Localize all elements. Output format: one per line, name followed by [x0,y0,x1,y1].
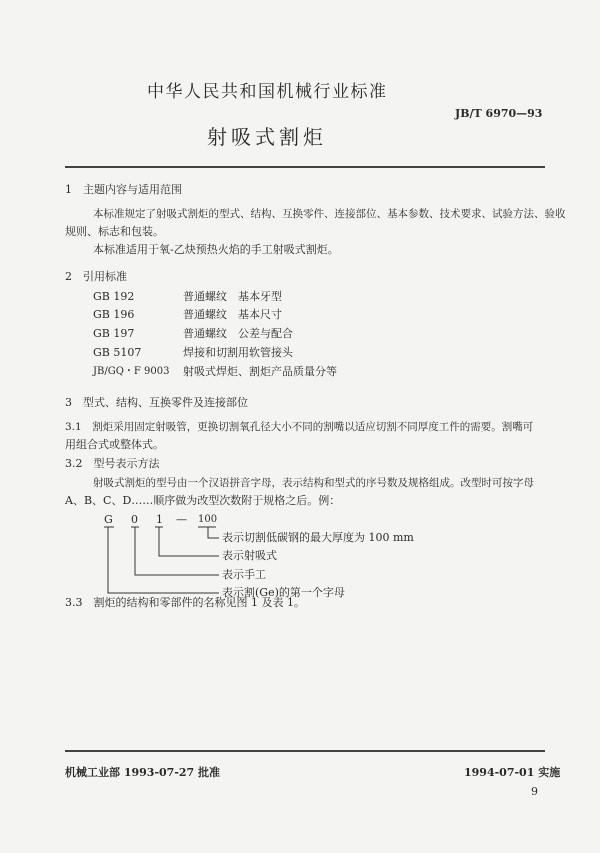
ref-code: GB 5107 [93,346,142,359]
model-label-letter: 表示割(Ge)的第一个字母 [222,586,345,599]
ref-code: JB/GQ・F 9003 [93,366,170,377]
ref-title: 焊接和切割用软管接头 [183,346,293,359]
section1-para1-line2: 规则、标志和包装。 [65,225,164,238]
section33: 3.3 割炬的结构和零部件的名称见图 1 及表 1。 [65,596,305,609]
ref-code: GB 192 [93,290,135,303]
model-label-spec: 表示切割低碳钢的最大厚度为 100 mm [222,531,414,544]
section31-line2: 用组合式或整体式。 [65,438,164,451]
ref-title: 普通螺纹 公差与配合 [183,327,293,340]
page-number: 9 [531,785,538,798]
ref-title: 射吸式焊炬、割炬产品质量分等 [183,365,337,378]
section1-para1-line1: 本标准规定了射吸式割炬的型式、结构、互换零件、连接部位、基本参数、技术要求、试验方法、验收 [93,208,566,220]
section1-para2: 本标准适用于氧-乙炔预热火焰的手工射吸式割炬。 [93,243,339,256]
ref-code: GB 197 [93,327,135,340]
section32-heading: 3.2 型号表示方法 [65,457,160,470]
model-part-spec: 100 [198,514,218,525]
effective-date: 1994-07-01 实施 [464,766,561,779]
org-title: 中华人民共和国机械行业标准 [147,82,388,102]
section31-line1: 3.1 割炬采用固定射吸管，更换切割氧孔径大小不同的割嘴以适应切割不同厚度工件的需要。割嘴可 [65,421,534,433]
ref-code: GB 196 [93,308,135,321]
ref-title: 普通螺纹 基本尺寸 [183,308,282,321]
footer-rule [65,750,545,752]
model-label-manual: 表示手工 [222,568,266,581]
model-part-dash: — [176,513,187,526]
document-title: 射吸式割炬 [207,125,327,149]
section2-heading: 2 引用标准 [65,270,127,283]
section32-line2: A、B、C、D……顺序做为改型次数附于规格之后。例： [65,494,341,507]
section1-heading: 1 主题内容与适用范围 [65,183,182,196]
section32-line1: 射吸式割炬的型号由一个汉语拼音字母，表示结构和型式的序号数及规格组成。改型时可按字母 [93,477,534,489]
model-part-manual: 0 [131,513,138,526]
model-label-type: 表示射吸式 [222,549,277,562]
section3-heading: 3 型式、结构、互换零件及连接部位 [65,396,248,409]
model-part-type: 1 [156,513,163,526]
standard-code: JB/T 6970—93 [455,107,543,120]
ref-title: 普通螺纹 基本牙型 [183,290,282,303]
approval-date: 机械工业部 1993-07-27 批准 [65,766,221,779]
model-part-letter: G [104,513,113,526]
